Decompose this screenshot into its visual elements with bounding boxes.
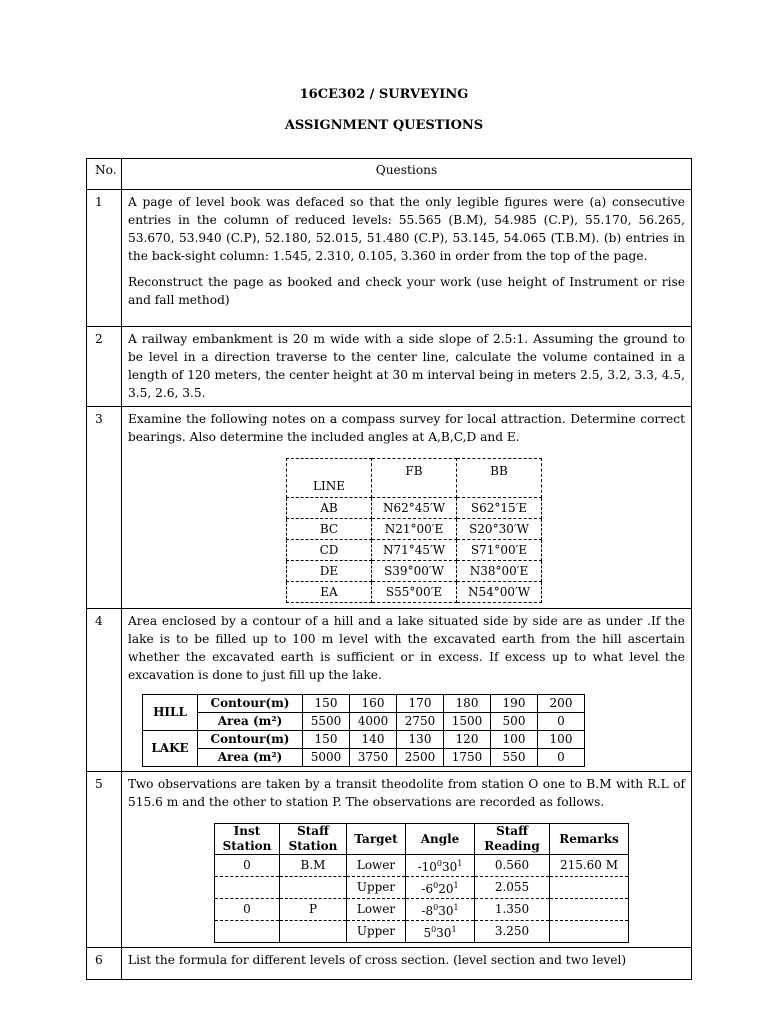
theodolite-header-text: Staff [297, 824, 329, 838]
theodolite-header-text: Angle [420, 831, 460, 846]
theodolite-header [280, 824, 347, 855]
theodolite-header [475, 824, 550, 855]
minute-mark: 1 [453, 903, 459, 912]
theodolite-target-cell: Upper [347, 921, 406, 943]
theodolite-angle-cell [406, 899, 475, 921]
question-paragraph: Two observations are taken by a transit theodolite from station O one to B.M with R.L of 515.6 m and the other to station P. The observations are recorded as follows. [128, 777, 685, 809]
contour-value-cell: 160 [350, 695, 397, 713]
compass-header-line: LINE [287, 459, 372, 498]
contour-value-cell: 2500 [397, 749, 444, 767]
theodolite-staff-cell: P [280, 899, 347, 921]
theodolite-reading-cell: 0.560 [475, 855, 550, 877]
theodolite-header [347, 824, 406, 855]
question-paragraph: Area enclosed by a contour of a hill and a lake situated side by side are as under .If the lake is to be filled up to 100 m level with the excavated earth from the hill ascertain whether the excavated earth is sufficient or in excess. If excess up to what level the excavation is done to just fill up the lake. [128, 614, 685, 682]
contour-value-cell: 1750 [444, 749, 491, 767]
compass-line-cell: CD [287, 540, 372, 561]
degree-mark: 0 [436, 859, 443, 868]
angle-minutes: 30 [438, 904, 454, 918]
theodolite-remarks-cell [550, 899, 629, 921]
angle-degrees: 5 [423, 926, 432, 940]
contour-value-cell: 150 [303, 695, 350, 713]
theodolite-staff-cell [280, 877, 347, 899]
compass-bb-cell: N38°00′E [457, 561, 542, 582]
contour-value-cell: 100 [491, 731, 538, 749]
theodolite-header [550, 824, 629, 855]
theodolite-header-text: Station [222, 839, 272, 853]
question-number: 6 [87, 948, 122, 980]
contour-row [143, 713, 585, 731]
question-text [122, 407, 692, 609]
contour-value-cell: 130 [397, 731, 444, 749]
question-paragraph: Reconstruct the page as booked and check your work (use height of Instrument or rise and fall method) [128, 275, 685, 307]
theodolite-header [215, 824, 280, 855]
contour-row [143, 731, 585, 749]
contour-value-cell: 170 [397, 695, 444, 713]
theodolite-staff-cell [280, 921, 347, 943]
question-paragraph: A railway embankment is 20 m wide with a side slope of 2.5:1. Assuming the ground to be level in a direction traverse to the center line, calculate the volume contained in a length of 120 meters, the center height at 30 m interval being in meters 2.5, 3.2, 3.3, 4.5, 3.5, 2.6, 3.5. [128, 332, 685, 400]
theodolite-angle-cell [406, 921, 475, 943]
contour-value-cell: 500 [491, 713, 538, 731]
compass-header-bb: BB [457, 459, 542, 498]
theodolite-header [406, 824, 475, 855]
question-number: 2 [87, 327, 122, 407]
contour-value-cell: 0 [538, 749, 585, 767]
compass-bb-cell: S20°30′W [457, 519, 542, 540]
minute-mark: 1 [453, 881, 459, 890]
compass-row [287, 519, 542, 540]
compass-row [287, 540, 542, 561]
question-number: 4 [87, 609, 122, 772]
compass-survey-table [286, 458, 542, 603]
compass-row [287, 561, 542, 582]
compass-fb-cell: N21°00′E [372, 519, 457, 540]
theodolite-target-cell: Lower [347, 899, 406, 921]
theodolite-inst-cell: 0 [215, 899, 280, 921]
degree-mark: 0 [433, 881, 439, 890]
angle-minutes: 30 [442, 860, 458, 874]
degree-mark: 0 [433, 903, 439, 912]
column-header-questions: Questions [122, 159, 692, 190]
compass-fb-cell: N62°45′W [372, 498, 457, 519]
theodolite-remarks-cell: 215.60 M [550, 855, 629, 877]
contour-row-label: Contour(m) [198, 695, 303, 713]
degree-mark: 0 [431, 925, 437, 934]
assignment-title: ASSIGNMENT QUESTIONS [284, 118, 484, 133]
compass-fb-cell: S55°00′E [372, 582, 457, 603]
contour-row [143, 749, 585, 767]
theodolite-target-cell: Lower [347, 855, 406, 877]
question-paragraph: Examine the following notes on a compass survey for local attraction. Determine correct bearings. Also determine the included angles at A,B,C,D and E. [128, 412, 685, 444]
contour-value-cell: 140 [350, 731, 397, 749]
theodolite-reading-cell: 1.350 [475, 899, 550, 921]
angle-minutes: 30 [436, 926, 452, 940]
theodolite-reading-cell: 3.250 [475, 921, 550, 943]
compass-bb-cell: N54°00′W [457, 582, 542, 603]
contour-row-label: Contour(m) [198, 731, 303, 749]
theodolite-header-text: Remarks [559, 831, 619, 846]
contour-value-cell: 4000 [350, 713, 397, 731]
angle-degrees: -8 [421, 904, 434, 918]
question-row-2 [87, 327, 692, 407]
contour-value-cell: 5000 [303, 749, 350, 767]
contour-row [143, 695, 585, 713]
compass-fb-cell: N71°45′W [372, 540, 457, 561]
contour-value-cell: 550 [491, 749, 538, 767]
compass-row [287, 582, 542, 603]
compass-row [287, 498, 542, 519]
compass-fb-cell: S39°00′W [372, 561, 457, 582]
question-row-5 [87, 772, 692, 948]
contour-group-label: LAKE [143, 731, 198, 767]
contour-value-cell: 1500 [444, 713, 491, 731]
theodolite-header-text: Target [354, 831, 398, 846]
theodolite-inst-cell: 0 [215, 855, 280, 877]
contour-value-cell: 200 [538, 695, 585, 713]
question-row-1 [87, 190, 692, 327]
compass-bb-cell: S71°00′E [457, 540, 542, 561]
contour-value-cell: 150 [303, 731, 350, 749]
question-text [122, 609, 692, 772]
question-paragraph: List the formula for different levels of cross section. (level section and two level) [128, 953, 627, 967]
question-row-3 [87, 407, 692, 609]
theodolite-header-text: Inst [233, 824, 261, 838]
theodolite-angle-cell [406, 855, 475, 877]
question-number: 1 [87, 190, 122, 327]
questions-table [86, 158, 692, 980]
contour-value-cell: 3750 [350, 749, 397, 767]
theodolite-row [215, 921, 629, 943]
contour-value-cell: 100 [538, 731, 585, 749]
question-text [122, 327, 692, 407]
question-row-6 [87, 948, 692, 980]
contour-value-cell: 5500 [303, 713, 350, 731]
compass-bb-cell: S62°15′E [457, 498, 542, 519]
contour-area-table [142, 694, 585, 767]
question-number: 5 [87, 772, 122, 948]
course-title: 16CE302 / SURVEYING [299, 87, 469, 102]
minute-mark: 1 [457, 859, 463, 868]
question-row-4 [87, 609, 692, 772]
contour-value-cell: 2750 [397, 713, 444, 731]
minute-mark: 1 [451, 925, 457, 934]
theodolite-row [215, 899, 629, 921]
compass-line-cell: BC [287, 519, 372, 540]
theodolite-header-text: Reading [484, 839, 540, 853]
contour-group-label: HILL [143, 695, 198, 731]
theodolite-observation-table [214, 823, 629, 943]
compass-line-cell: EA [287, 582, 372, 603]
angle-degrees: -6 [421, 882, 434, 896]
theodolite-remarks-cell [550, 921, 629, 943]
theodolite-row [215, 877, 629, 899]
theodolite-header-text: Staff [496, 824, 528, 838]
column-header-no: No. [87, 159, 122, 190]
theodolite-remarks-cell [550, 877, 629, 899]
theodolite-header-text: Station [288, 839, 338, 853]
contour-value-cell: 190 [491, 695, 538, 713]
angle-degrees: -10 [417, 860, 437, 874]
compass-header-fb: FB [372, 459, 457, 498]
question-number: 3 [87, 407, 122, 609]
contour-row-label: Area (m²) [198, 749, 303, 767]
questions-header-row [87, 159, 692, 190]
theodolite-reading-cell: 2.055 [475, 877, 550, 899]
theodolite-inst-cell [215, 921, 280, 943]
contour-value-cell: 120 [444, 731, 491, 749]
theodolite-staff-cell: B.M [280, 855, 347, 877]
question-paragraph: A page of level book was defaced so that the only legible figures were (a) consecutive entries in the column of reduced levels: 55.565 (B.M), 54.985 (C.P), 55.170, 56.265, 53.670, 53.940 (C.P), 52.180, 52.015, 51.480 (C.P), 53.145, 54.065 (T.B.M). (b) entries in the back-sight column: 1.545, 2.310, 0.105, 3.360 in order from the top of the page. [128, 195, 685, 263]
theodolite-angle-cell [406, 877, 475, 899]
question-text [122, 948, 692, 980]
theodolite-row [215, 855, 629, 877]
question-text [122, 190, 692, 327]
compass-line-cell: DE [287, 561, 372, 582]
question-text [122, 772, 692, 948]
angle-minutes: 20 [438, 882, 454, 896]
theodolite-target-cell: Upper [347, 877, 406, 899]
theodolite-inst-cell [215, 877, 280, 899]
compass-line-cell: AB [287, 498, 372, 519]
contour-value-cell: 180 [444, 695, 491, 713]
contour-value-cell: 0 [538, 713, 585, 731]
contour-row-label: Area (m²) [198, 713, 303, 731]
